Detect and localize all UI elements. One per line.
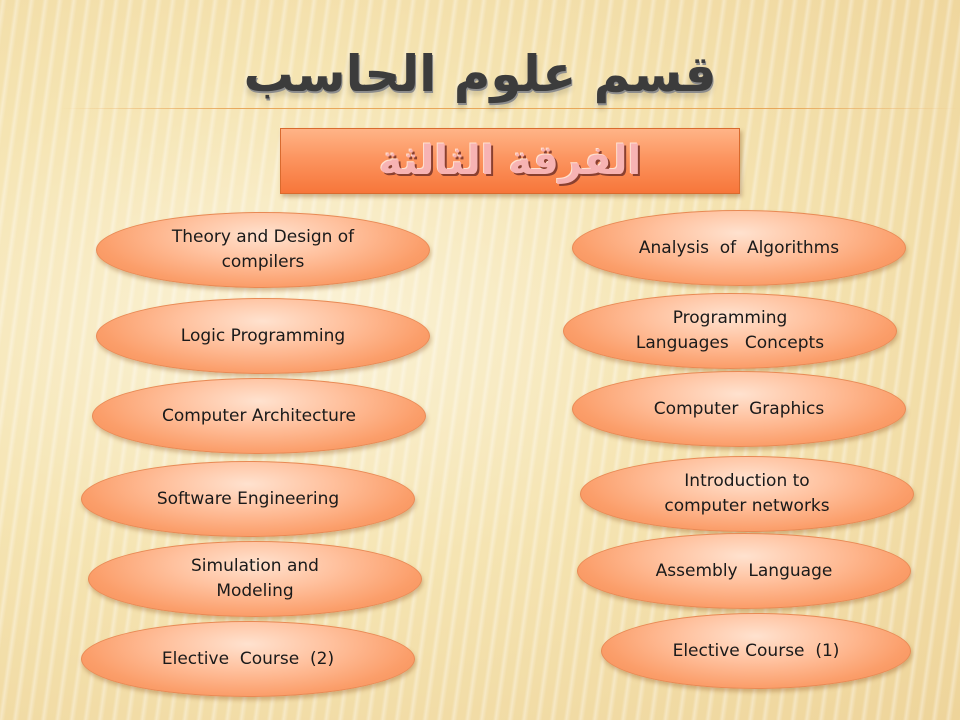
course-label: Elective Course (1) <box>672 640 840 661</box>
course-oval-left-1 <box>96 212 430 288</box>
course-label: Software Engineering <box>156 488 340 509</box>
course-oval-right-2 <box>563 293 897 369</box>
course-label: Theory and Design of compilers <box>171 227 355 272</box>
course-oval-left-4 <box>81 461 415 537</box>
course-oval-left-3 <box>92 378 426 454</box>
course-label: Introduction to computer networks <box>664 471 830 516</box>
course-label: Computer Graphics <box>653 398 825 419</box>
course-oval-right-4 <box>580 456 914 532</box>
course-label: Simulation and Modeling <box>191 556 319 601</box>
course-oval-right-1 <box>572 210 906 286</box>
course-label: Computer Architecture <box>162 405 356 426</box>
course-label: Elective Course (2) <box>161 648 335 669</box>
course-label: Assembly Language <box>655 560 833 581</box>
course-label: Logic Programming <box>180 325 346 346</box>
course-label: Programming Languages Concepts <box>635 308 825 353</box>
course-oval-left-2 <box>96 298 430 374</box>
slide-title: قسم علوم الحاسب <box>243 45 717 103</box>
course-oval-left-6 <box>81 621 415 697</box>
year-banner <box>280 128 740 194</box>
course-label: Analysis of Algorithms <box>638 237 840 258</box>
course-oval-right-6 <box>601 613 911 689</box>
course-oval-right-3 <box>572 371 906 447</box>
course-oval-left-5 <box>88 541 422 617</box>
course-oval-right-5 <box>577 533 911 609</box>
year-banner-text: الفرقة الثالثة <box>378 138 642 184</box>
